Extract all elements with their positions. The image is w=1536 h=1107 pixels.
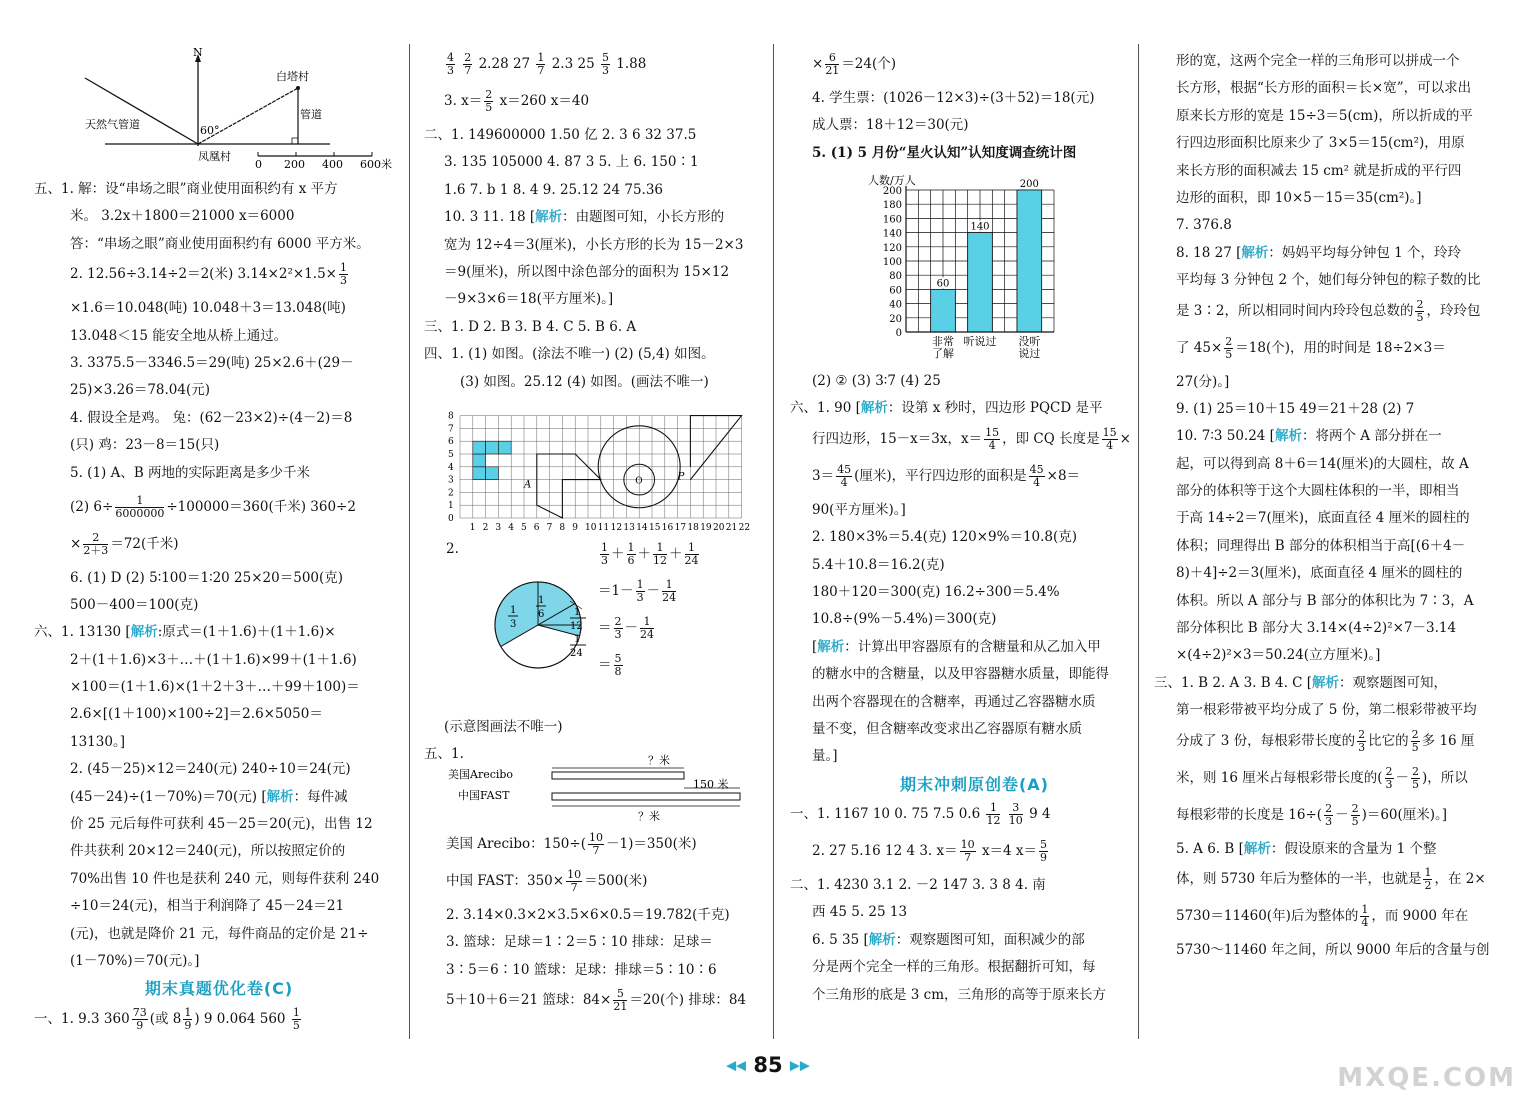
answer-line: (45－24)÷(1－70%)＝70(元) [解析：每件减 bbox=[70, 788, 348, 805]
answer-line: 500－400＝100(克) bbox=[70, 596, 199, 613]
column-2-end bbox=[446, 832, 771, 1022]
column-divider-2 bbox=[773, 44, 774, 1039]
bar-0 bbox=[931, 289, 956, 332]
x-tick-label: 1 bbox=[469, 523, 476, 533]
fraction: $\frac{73}{9}$ bbox=[132, 1005, 147, 1032]
answer-line: 13130。] bbox=[70, 733, 125, 750]
y-tick-label: 8 bbox=[448, 411, 454, 422]
baita-point bbox=[296, 86, 300, 90]
answer-line: 9. (1) 25＝10＋15 49＝21＋28 (2) 7 bbox=[1176, 400, 1415, 417]
answer-line: 量不变，但含糖率改变求出乙容器原有糖水质 bbox=[812, 720, 1082, 737]
y-tick-label: 180 bbox=[882, 200, 902, 212]
answer-line: 价 25 元后每件可获利 45－25＝20(元)，出售 12 bbox=[70, 816, 373, 833]
svg-text:24: 24 bbox=[570, 648, 583, 659]
y-tick-label: 0 bbox=[448, 514, 454, 524]
answer-line: 部分的体积等于这个大圆柱体积的一半，即相当 bbox=[1176, 483, 1460, 500]
fenghuang-label: 凤凰村 bbox=[198, 150, 231, 163]
answer-line: 三、1. D 2. B 3. B 4. C 5. B 6. A bbox=[424, 318, 637, 335]
y-tick-label: 20 bbox=[889, 313, 902, 325]
answer-line: 边形的面积，即 10×5－15＝35(cm²)。] bbox=[1176, 189, 1422, 206]
y-tick-label: 5 bbox=[448, 450, 454, 460]
scale-0: 0 bbox=[255, 158, 262, 170]
data-label: 200 bbox=[1019, 179, 1039, 190]
answer-line: $\frac{1}{3}$ ＋ $\frac{1}{6}$ ＋ $\frac{1}{12}$ ＋ $\frac{1}{24}$ bbox=[601, 541, 699, 567]
y-tick-label: 3 bbox=[448, 475, 454, 486]
answer-line: 3∶5＝6∶10 篮球：足球：排球＝5∶10∶6 bbox=[446, 961, 717, 978]
svg-text:1: 1 bbox=[574, 634, 581, 645]
svg-text:？米: ？米 bbox=[638, 810, 660, 823]
category-label: 非常 bbox=[932, 335, 954, 348]
answer-line: 美国 Arecibo：150÷( $\frac{10}{7}$ －1)＝350(米) bbox=[446, 831, 697, 857]
answer-line: 于高 14÷2＝7(厘米)，底面直径 4 厘米的圆柱的 bbox=[1176, 510, 1470, 527]
fraction: $\frac{45}{4}$ bbox=[837, 462, 852, 489]
answer-line: ×100＝(1＋1.6)×(1＋2＋3＋…＋99＋100)＝ bbox=[70, 679, 360, 696]
answer-line: 90(平方厘米)。] bbox=[812, 501, 906, 518]
answer-line: 8)＋4]÷2＝3(厘米)，底面直径 4 厘米的圆柱的 bbox=[1176, 565, 1463, 582]
answer-line: 原来长方形的宽是 15÷3＝5(cm)，所以折成的平 bbox=[1176, 107, 1473, 124]
y-tick-label: 2 bbox=[448, 488, 454, 499]
fraction: $\frac{2}{5}$ bbox=[1412, 764, 1420, 791]
x-tick-label: 12 bbox=[610, 523, 623, 533]
y-tick-label: 1 bbox=[448, 501, 454, 512]
fraction: $\frac{1}{24}$ bbox=[662, 578, 677, 604]
answer-line: 宽为 12÷4＝3(厘米)，小长方形的长为 15－2×3 bbox=[444, 236, 744, 253]
shaded-square bbox=[473, 454, 486, 467]
x-tick-label: 16 bbox=[661, 523, 674, 533]
column-3-top bbox=[812, 52, 1137, 171]
fraction: $\frac{6}{21}$ bbox=[825, 51, 840, 77]
page-number bbox=[0, 1053, 1536, 1077]
answer-line: 4. 假设全是鸡。 兔：(62－23×2)÷(4－2)＝8 bbox=[70, 409, 353, 426]
analysis-tag: 解析 bbox=[266, 788, 294, 805]
x-tick-label: 8 bbox=[559, 523, 566, 533]
answer-line: 6. 5 35 [解析：观察题图可知，面积减少的部 bbox=[812, 931, 1085, 948]
pipe-label: 管道 bbox=[300, 108, 322, 121]
point-a-label: A bbox=[524, 479, 532, 491]
column-4 bbox=[1154, 52, 1526, 968]
analysis-tag: 解析 bbox=[130, 624, 158, 641]
answer-line: (2) ② (3) 3∶7 (4) 25 bbox=[812, 373, 941, 389]
fraction: $\frac{5}{21}$ bbox=[613, 987, 628, 1014]
answer-line: 五、1. 解：设“串场之眼”商业使用面积约有 x 平方 bbox=[34, 181, 338, 197]
answer-line: 起，可以得到高 8＋6＝14(厘米)的大圆柱，故 A bbox=[1176, 455, 1469, 472]
answer-line: ÷10＝24(元)，相当于利润降了 45－24＝21 bbox=[70, 898, 345, 915]
column-1 bbox=[34, 180, 404, 1040]
map-figure bbox=[80, 48, 410, 170]
answer-line: 2.6×[(1＋100)×100÷2]＝2.6×5050＝ bbox=[70, 706, 323, 723]
x-tick-label: 3 bbox=[495, 523, 502, 533]
answer-line: 二、1. 4230 3.1 2. －2 147 3. 3 8 4. 南 bbox=[790, 877, 1046, 894]
x-tick-label: 14 bbox=[636, 523, 648, 533]
answer-line: 米，则 16 厘米占每根彩带长度的( $\frac{2}{3}$ － $\frac{2}{5}$ )，所以 bbox=[1176, 764, 1468, 791]
answer-line: (2) 6÷ $\frac{1}{6000000}$ ÷100000＝360(千米) 360÷2 bbox=[70, 493, 356, 520]
answer-line: 四、1. (1) 如图。(涂法不唯一) (2) (5,4) 如图。 bbox=[424, 346, 715, 363]
fraction: $\frac{2}{3}$ bbox=[1385, 764, 1393, 791]
fraction: $\frac{3}{10}$ bbox=[1008, 801, 1023, 828]
x-tick-label: 19 bbox=[700, 523, 712, 533]
answer-line: 180＋120＝300(克) 16.2÷300＝5.4% bbox=[812, 583, 1060, 600]
x-tick-label: 6 bbox=[533, 523, 540, 533]
x-tick-label: 10 bbox=[585, 523, 597, 533]
x-tick-label: 9 bbox=[572, 523, 578, 533]
answer-line: 5＋10＋6＝21 篮球：84× $\frac{5}{21}$ ＝20(个) 排球：84 bbox=[446, 987, 747, 1014]
analysis-tag: 解析 bbox=[1241, 244, 1269, 261]
answer-line: 形的宽，这两个完全一样的三角形可以拼成一个 bbox=[1176, 53, 1460, 69]
scale-200: 200 bbox=[284, 158, 305, 170]
bar-1 bbox=[968, 233, 993, 332]
svg-text:美国Arecibo: 美国Arecibo bbox=[448, 768, 514, 781]
column-3-body bbox=[790, 372, 1137, 1013]
svg-text:6: 6 bbox=[538, 609, 545, 620]
arecibo-bar bbox=[552, 772, 684, 779]
y-tick-label: 7 bbox=[448, 424, 454, 435]
answer-line: 8. 18 27 [解析：妈妈平均每分钟包 1 个，玲玲 bbox=[1176, 244, 1462, 261]
y-tick-label: 200 bbox=[882, 186, 902, 197]
fraction: $\frac{1}{12}$ bbox=[986, 801, 1001, 828]
data-label: 140 bbox=[970, 221, 990, 233]
answer-line: 2. bbox=[446, 541, 459, 557]
category-label: 听说过 bbox=[963, 335, 997, 348]
answer-line: (3) 如图。25.12 (4) 如图。(画法不唯一) bbox=[460, 373, 709, 390]
bar-2 bbox=[1017, 190, 1042, 332]
fraction: $\frac{2}{5}$ bbox=[485, 88, 493, 114]
fraction: $\frac{15}{4}$ bbox=[1102, 425, 1117, 452]
answer-line: ×1.6＝10.048(吨) 10.048＋3＝13.048(吨) bbox=[70, 300, 346, 317]
answer-line: 西 45 5. 25 13 bbox=[812, 904, 908, 921]
fraction: $\frac{1}{3}$ bbox=[636, 578, 644, 604]
answer-line: 六、1. 90 [解析：设第 x 秒时，四边形 PQCD 是平 bbox=[790, 400, 1103, 417]
prev-arrow-icon: ◀◀ bbox=[726, 1058, 747, 1074]
x-tick-label: 11 bbox=[597, 523, 610, 533]
fraction: $\frac{2}{5}$ bbox=[1411, 727, 1419, 754]
analysis-tag: 解析 bbox=[535, 209, 563, 226]
fraction: $\frac{5}{3}$ bbox=[601, 51, 609, 77]
next-arrow-icon: ▶▶ bbox=[789, 1058, 810, 1074]
watermark-logo: MXQE.COM bbox=[1337, 1063, 1516, 1093]
x-tick-label: 4 bbox=[508, 523, 514, 533]
shaded-square bbox=[486, 467, 499, 480]
fraction: $\frac{10}{7}$ bbox=[588, 831, 603, 857]
fraction: $\frac{2}{3}$ bbox=[1325, 801, 1333, 828]
fraction: $\frac{15}{4}$ bbox=[985, 425, 1000, 452]
fraction: $\frac{1}{7}$ bbox=[537, 51, 545, 77]
fraction: $\frac{2}{2+3}$ bbox=[83, 530, 109, 557]
answer-line: ＝ $\frac{5}{8}$ bbox=[598, 652, 622, 678]
scale-400: 400 bbox=[322, 158, 343, 170]
answer-line: 13.048＜15 能安全地从桥上通过。 bbox=[70, 327, 288, 344]
analysis-tag: 解析 bbox=[1274, 428, 1302, 445]
fraction: $\frac{2}{7}$ bbox=[464, 51, 472, 77]
answer-line: 个三角形的底是 3 cm，三角形的高等于原来长方 bbox=[812, 986, 1107, 1003]
answer-line: 一、1. 9.3 360 $\frac{73}{9}$ (或 8 $\frac{1}{9}$ ) 9 0.064 560 $\frac{1}{5}$ bbox=[34, 1005, 300, 1032]
answer-line: 10. 3 11. 18 [解析：由题图可知，小长方形的 bbox=[444, 209, 725, 226]
answer-line: ＝ $\frac{2}{3}$ － $\frac{1}{24}$ bbox=[598, 615, 654, 641]
column-2-eqs bbox=[598, 542, 768, 690]
svg-text:1: 1 bbox=[510, 605, 517, 616]
answer-line: 5. A 6. B [解析：假设原来的含量为 1 个整 bbox=[1176, 840, 1437, 857]
fraction: $\frac{4}{3}$ bbox=[447, 51, 454, 77]
answer-line: 体积。所以 A 部分与 B 部分的体积比为 7∶3，A bbox=[1176, 592, 1474, 609]
answer-line: 5730～11460 年之间，所以 9000 年后的含量与创 bbox=[1176, 941, 1490, 958]
y-tick-label: 160 bbox=[882, 214, 902, 226]
answer-line: 出两个容器现在的含糖率，再通过乙容器糖水质 bbox=[812, 693, 1096, 710]
answer-line: 5730＝11460(年)后为整体的 $\frac{1}{4}$ ，而 9000 年在 bbox=[1176, 902, 1469, 929]
svg-text:中国FAST: 中国FAST bbox=[458, 789, 510, 802]
answer-line: 5. (1) A、B 两地的实际距离是多少千米 bbox=[70, 464, 311, 481]
shaded-square bbox=[473, 441, 486, 454]
answer-line: 5.4＋10.8＝16.2(克) bbox=[812, 556, 945, 573]
shape-a bbox=[537, 454, 601, 518]
fraction: $\frac{2}{3}$ bbox=[614, 615, 622, 641]
answer-line: × $\frac{2}{2+3}$ ＝72(千米) bbox=[70, 530, 179, 557]
analysis-tag: 解析 bbox=[868, 931, 896, 948]
shaded-square bbox=[498, 441, 511, 454]
category-label: 了解 bbox=[932, 347, 954, 360]
data-label: 60 bbox=[936, 278, 950, 290]
answer-line: (1－70%)＝70(元)。] bbox=[70, 952, 200, 969]
answer-line: －9×3×6＝18(平方厘米)。] bbox=[444, 291, 614, 308]
answer-line: 长方形，根据“长方形的面积＝长×宽”，可以求出 bbox=[1176, 80, 1472, 97]
column-2-top bbox=[424, 52, 769, 400]
answer-line: 10. 7∶3 50.24 [解析：将两个 A 部分拼在一 bbox=[1176, 428, 1442, 445]
y-tick-label: 100 bbox=[882, 257, 902, 268]
answer-line: 五、1. bbox=[424, 746, 464, 763]
fraction: $\frac{1}{5}$ bbox=[292, 1005, 300, 1032]
answer-line: 10.8÷(9%－5.4%)＝300(克) bbox=[812, 611, 997, 628]
x-tick-label: 2 bbox=[482, 523, 489, 533]
x-tick-label: 20 bbox=[713, 523, 725, 533]
grid-figure bbox=[446, 408, 766, 536]
fraction: $\frac{2}{5}$ bbox=[1225, 334, 1233, 361]
fraction: $\frac{1}{9}$ bbox=[184, 1005, 192, 1032]
answer-line: 第一根彩带被平均分成了 5 份，第二根彩带被平均 bbox=[1176, 702, 1477, 719]
analysis-tag: 解析 bbox=[860, 400, 888, 417]
answer-line: 3. 3375.5－3346.5＝29(吨) 25×2.6＋(29－ bbox=[70, 354, 354, 371]
answer-line: (示意图画法不唯一) bbox=[444, 719, 563, 735]
fraction: $\frac{1}{4}$ bbox=[1361, 902, 1369, 929]
y-tick-label: 60 bbox=[889, 285, 902, 297]
answer-line: 1.6 7. b 1 8. 4 9. 25.12 24 75.36 bbox=[444, 181, 664, 198]
fraction: $\frac{5}{9}$ bbox=[1040, 838, 1048, 865]
gas-pipeline-label: 天然气管道 bbox=[85, 118, 140, 131]
answer-line: 3＝ $\frac{45}{4}$ (厘米)，平行四边形的面积是 $\frac{45}{4}$ ×8＝ bbox=[812, 462, 1081, 489]
answer-line: 部分体积比 B 部分大 3.14×(4÷2)²×7－3.14 bbox=[1176, 620, 1457, 637]
category-label: 没听 bbox=[1018, 335, 1041, 348]
chart-ylabel: 人数/万人 bbox=[868, 174, 916, 187]
fraction: $\frac{1}{3}$ bbox=[339, 261, 347, 288]
answer-line: 是 3∶2，所以相同时间内玲玲包总数的 $\frac{2}{5}$ ，玲玲包 bbox=[1176, 297, 1481, 324]
fraction: $\frac{2}{5}$ bbox=[1351, 801, 1359, 828]
fraction: $\frac{1}{3}$ bbox=[601, 541, 608, 567]
fraction: $\frac{1}{24}$ bbox=[684, 541, 699, 567]
fraction: $\frac{1}{2}$ bbox=[1424, 865, 1432, 892]
answer-line: (只) 鸡：23－8＝15(只) bbox=[70, 437, 220, 454]
x-tick-label: 22 bbox=[738, 523, 751, 533]
answer-line: 了 45× $\frac{2}{5}$ ＝18(个)，用的时间是 18÷2×3＝ bbox=[1176, 334, 1446, 361]
y-tick-label: 120 bbox=[882, 242, 902, 254]
fraction: $\frac{45}{4}$ bbox=[1029, 462, 1044, 489]
angle-label: 60° bbox=[200, 124, 220, 137]
column-divider-1 bbox=[409, 44, 410, 1039]
fraction: $\frac{5}{8}$ bbox=[614, 652, 622, 678]
svg-text:3: 3 bbox=[510, 619, 517, 630]
right-angle-mark bbox=[292, 138, 298, 144]
fraction: $\frac{10}{7}$ bbox=[960, 838, 975, 865]
answer-line: 成人票：18＋12＝30(元) bbox=[812, 117, 969, 134]
answer-line: 的糖水中的含糖量，以及甲容器糖水质量，即能得 bbox=[812, 666, 1109, 683]
analysis-tag: 解析 bbox=[817, 638, 845, 655]
svg-text:1: 1 bbox=[574, 607, 581, 618]
x-tick-label: 7 bbox=[546, 523, 553, 533]
column-divider-3 bbox=[1138, 44, 1139, 1039]
shaded-square bbox=[473, 467, 486, 480]
y-tick-label: 140 bbox=[882, 228, 902, 240]
shaded-square bbox=[486, 441, 499, 454]
answer-line: 行四边形，15－x＝3x，x＝ $\frac{15}{4}$ ，即 CQ 长度是 $\frac{15}{4}$ × bbox=[812, 425, 1131, 452]
category-label: 说过 bbox=[1018, 347, 1041, 360]
y-tick-label: 4 bbox=[448, 462, 454, 473]
answer-line: ×(4÷2)²×3＝50.24(立方厘米)。] bbox=[1176, 647, 1381, 664]
x-tick-label: 15 bbox=[649, 523, 661, 533]
fraction: $\frac{10}{7}$ bbox=[567, 868, 582, 894]
y-tick-label: 80 bbox=[889, 271, 902, 283]
point-p-label: P bbox=[677, 471, 685, 483]
answer-line: 分是两个完全一样的三角形。根据翻折可知，每 bbox=[812, 959, 1096, 976]
baita-label: 白塔村 bbox=[276, 70, 309, 83]
answer-line: ＝9(厘米)，所以图中涂色部分的面积为 15×12 bbox=[444, 263, 730, 280]
section-title: 期末冲刺原创卷(A) bbox=[899, 774, 1049, 794]
answer-line: 2. 180×3%＝5.4(克) 120×9%＝10.8(克) bbox=[812, 529, 1078, 546]
fraction: $\frac{1}{24}$ bbox=[640, 615, 654, 641]
segment-diagram bbox=[448, 752, 768, 824]
x-tick-label: 17 bbox=[674, 523, 687, 533]
answer-line: 米。 3.2x＋1800＝21000 x＝6000 bbox=[70, 208, 295, 225]
svg-text:？米: ？米 bbox=[648, 754, 670, 767]
answer-line: 27(分)。] bbox=[1176, 373, 1230, 390]
answer-line: 体积；同理得出 B 部分的体积相当于高[(6＋4－ bbox=[1176, 537, 1466, 554]
answer-line: 量。] bbox=[812, 748, 838, 765]
answer-line: ＝1－ $\frac{1}{3}$ － $\frac{1}{24}$ bbox=[598, 578, 677, 604]
y-tick-label: 0 bbox=[895, 328, 902, 339]
gas-pipeline-line bbox=[85, 78, 198, 144]
analysis-tag: 解析 bbox=[1243, 840, 1271, 857]
column-2-mid bbox=[446, 540, 486, 567]
answer-line: (元)，也就是降价 21 元，每件商品的定价是 21÷ bbox=[70, 925, 369, 942]
answer-line: 7. 376.8 bbox=[1176, 217, 1232, 234]
answer-line: 2. (45－25)×12＝240(元) 240÷10＝24(元) bbox=[70, 761, 351, 778]
answer-line: 件共获利 20×12＝240(元)，所以按照定价的 bbox=[70, 843, 346, 860]
answer-line: $\frac{4}{3}$ $\frac{2}{7}$ 2.28 27 $\frac{1}{7}$ 2.3 25 $\frac{5}{3}$ 1.88 bbox=[447, 51, 647, 77]
answer-line: 2＋(1＋1.6)×3＋…＋(1＋1.6)×99＋(1＋1.6) bbox=[70, 651, 357, 668]
answer-line: 一、1. 1167 10 0. 75 7.5 0.6 $\frac{1}{12}$ $\frac{3}{10}$ 9 4 bbox=[790, 801, 1051, 828]
fast-bar bbox=[552, 793, 740, 800]
x-tick-label: 13 bbox=[623, 523, 635, 533]
answer-line: 来长方形的面积减去 15 cm² 就是折成的平行四 bbox=[1176, 162, 1462, 179]
answer-line: 2. 27 5.16 12 4 3. x＝ $\frac{10}{7}$ x＝4 x＝ $\frac{5}{9}$ bbox=[812, 838, 1048, 865]
fraction: $\frac{1}{12}$ bbox=[653, 541, 667, 567]
fraction: $\frac{1}{6}$ bbox=[627, 541, 635, 567]
section-title: 期末真题优化卷(C) bbox=[144, 979, 294, 999]
answer-line: 平均每 3 分钟包 2 个，她们每分钟包的粽子数的比 bbox=[1176, 272, 1481, 289]
fraction: $\frac{2}{3}$ bbox=[1358, 727, 1366, 754]
page-number-value: 85 bbox=[753, 1053, 783, 1077]
north-label: N bbox=[193, 48, 203, 59]
answer-line: 2. 3.14×0.3×2×3.5×6×0.5＝19.782(千克) bbox=[446, 907, 730, 923]
answer-line: 3. 篮球：足球＝1∶2＝5∶10 排球：足球＝ bbox=[446, 934, 713, 951]
x-tick-label: 5 bbox=[521, 523, 527, 533]
answer-line: 二、1. 149600000 1.50 亿 2. 3 6 32 37.5 bbox=[424, 127, 697, 143]
bar-chart bbox=[868, 172, 1068, 362]
point-o-label: O bbox=[635, 476, 643, 487]
y-tick-label: 40 bbox=[889, 299, 902, 311]
svg-text:1: 1 bbox=[538, 595, 545, 606]
answer-line: 六、1. 13130 [解析:原式＝(1＋1.6)＋(1＋1.6)× bbox=[34, 624, 336, 641]
answer-line: 70%出售 10 件也是获利 240 元，则每件获利 240 bbox=[70, 870, 380, 887]
answer-line: 行四边形面积比原来少了 3×5＝15(cm²)，用原 bbox=[1176, 135, 1465, 152]
answer-line: 体，则 5730 年后为整体的一半，也就是 $\frac{1}{2}$ ，在 2× bbox=[1176, 865, 1486, 892]
svg-text:150 米: 150 米 bbox=[693, 778, 729, 791]
answer-line: 3. 135 105000 4. 87 3 5. 上 6. 150∶1 bbox=[444, 154, 699, 171]
chart-title: 5. (1) 5 月份“星火认知”认知度调查统计图 bbox=[812, 144, 1077, 161]
answer-line: 答：“串场之眼”商业使用面积约有 6000 平方米。 bbox=[70, 235, 370, 252]
fraction: $\frac{2}{5}$ bbox=[1416, 297, 1424, 324]
scale-600: 600米 bbox=[360, 158, 392, 170]
x-tick-label: 21 bbox=[725, 523, 738, 533]
analysis-tag: 解析 bbox=[1312, 674, 1340, 691]
answer-line: 4. 学生票：(1026－12×3)÷(3＋52)＝18(元) bbox=[812, 90, 1095, 106]
answer-line: × $\frac{6}{21}$ ＝24(个) bbox=[812, 51, 897, 77]
answer-line: 中国 FAST：350× $\frac{10}{7}$ ＝500(米) bbox=[446, 868, 648, 894]
answer-line: 6. (1) D (2) 5∶100＝1∶20 25×20＝500(克) bbox=[70, 569, 344, 586]
answer-line: 2. 12.56÷3.14÷2＝2(米) 3.14×2²×1.5× $\frac{1}{3}$ bbox=[70, 261, 347, 288]
answer-line: 分成了 3 份，每根彩带长度的 $\frac{2}{3}$ 比它的 $\frac{2}{5}$ 多 16 厘 bbox=[1176, 727, 1475, 754]
answer-line: [解析：计算出甲容器原有的含糖量和从乙加入甲 bbox=[812, 638, 1101, 655]
svg-text:12: 12 bbox=[570, 621, 583, 632]
answer-line: 每根彩带的长度是 16÷( $\frac{2}{3}$ － $\frac{2}{5}$ )＝60(厘米)。] bbox=[1176, 801, 1448, 828]
y-tick-label: 6 bbox=[448, 437, 454, 448]
x-tick-label: 18 bbox=[687, 523, 699, 533]
answer-line: 25)×3.26＝78.04(元) bbox=[70, 382, 210, 399]
fraction: $\frac{1}{6000000}$ bbox=[115, 493, 165, 520]
answer-line: 三、1. B 2. A 3. B 4. C [解析：观察题图可知， bbox=[1154, 674, 1448, 691]
answer-line: 3. x＝ $\frac{2}{5}$ x＝260 x＝40 bbox=[444, 88, 590, 114]
